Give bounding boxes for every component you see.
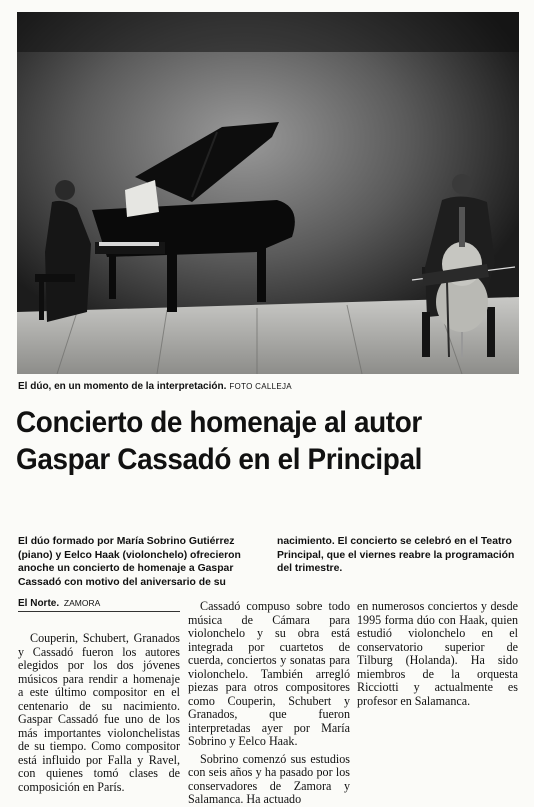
body-column-2	[188, 600, 350, 807]
body-paragraph: en numerosos conciertos y desde 1995 forma dúo con Haak, quien estudió violonchelo en el conservatorio superior de Tilburg (Holanda). Ha sido miembros de la orquesta Ricciotti y actualmente es profesor en Salamanca.	[357, 599, 518, 708]
headline-line-1: Concierto de homenaje al autor	[16, 406, 422, 439]
body-paragraph: Couperin, Schubert, Granados y Cassadó fueron los autores elegidos por los dos jóvenes músicos para rendir a homenaje a este último compositor en el centenario de su nacimiento. Gaspar Cassadó fue uno de los más importantes violonchelistas de su tiempo. Como compositor está influido por Falla y Ravel, con quienes tomó clases de composición en París.	[18, 631, 180, 794]
source-city: ZAMORA	[63, 598, 101, 608]
body-column-1	[18, 632, 180, 794]
caption-text: El dúo, en un momento de la interpretación.	[18, 381, 227, 392]
lead-paragraph-left: El dúo formado por María Sobrino Gutiérrez (piano) y Eelco Haak (violonchelo) ofrecieron anoche un concierto de homenaje a Gaspar Cassadó con motivo del aniversario de su	[18, 536, 241, 588]
body-paragraph: Cassadó compuso sobre todo música de Cámara para violonchelo y su obra está integrada por cuartetos de cuerda, conciertos y sonatas para violonchelo. También arregló piezas para otros compositores como Couperin, Schubert y Granados, que fueron interpretadas ayer por María Sobrino y Eelco Haak.	[188, 599, 350, 748]
photo-caption	[18, 381, 518, 392]
photo-credit: FOTO CALLEJA	[229, 382, 292, 391]
concert-photo-piano-cello	[17, 12, 519, 374]
body-paragraph: Sobrino comenzó sus estudios con seis años y ha pasado por los conservadores de Zamora y Salamanca. Ha actuado	[188, 751, 350, 806]
lead-paragraph-right: nacimiento. El concierto se celebró en el Teatro Principal, que el viernes reabre la programación del trimestre.	[277, 536, 515, 574]
source-org: El Norte.	[18, 598, 60, 609]
source-line	[18, 598, 180, 612]
concert-photo	[17, 12, 519, 374]
headline	[16, 404, 486, 478]
body-column-3	[357, 600, 518, 708]
headline-line-2: Gaspar Cassadó en el Principal	[16, 443, 422, 476]
